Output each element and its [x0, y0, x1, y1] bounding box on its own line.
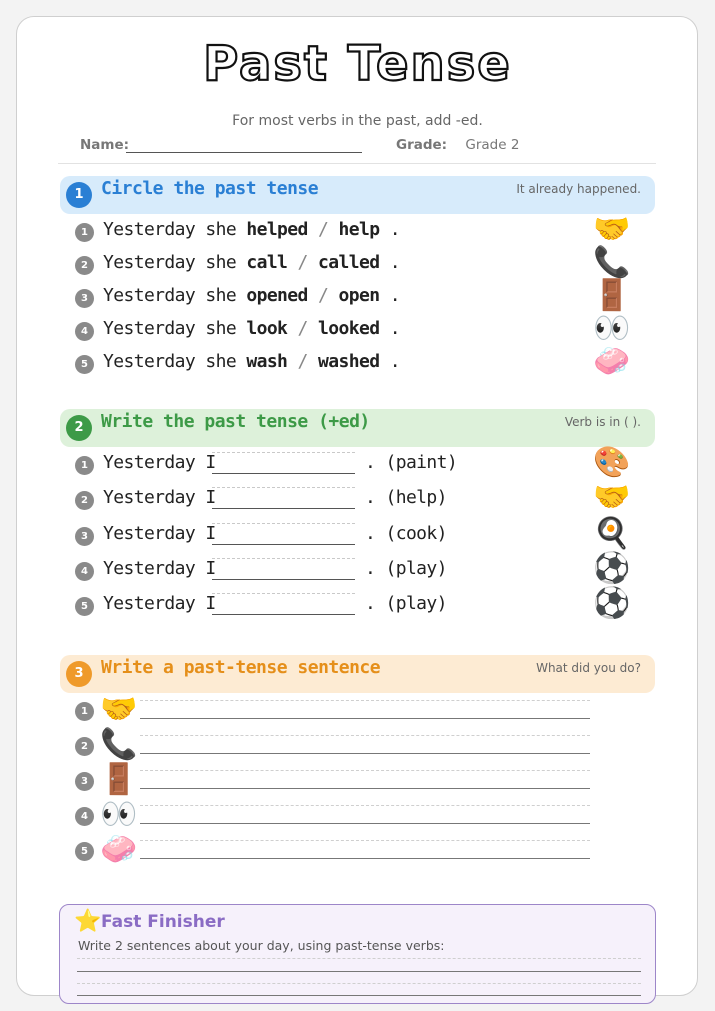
question-number: 1	[75, 223, 94, 242]
sentence-lead: Yesterday she	[103, 252, 237, 273]
name-line[interactable]	[126, 152, 362, 153]
section-number: 1	[66, 182, 92, 208]
question-number: 3	[75, 289, 94, 308]
soap-icon: 🧼	[100, 832, 138, 867]
choice-separator: /	[287, 351, 319, 372]
choice-b[interactable]: looked	[318, 318, 380, 339]
answer-blank[interactable]	[212, 523, 355, 545]
question-row	[75, 311, 635, 346]
answer-blank[interactable]	[212, 487, 355, 509]
writing-line[interactable]	[140, 753, 590, 754]
verb-hint: . (paint)	[365, 452, 458, 473]
door-icon: 🚪	[593, 278, 631, 313]
question-sentence	[103, 318, 400, 339]
choice-a[interactable]: call	[246, 252, 288, 273]
header-divider	[58, 163, 656, 164]
sentence-writing-row	[75, 834, 595, 870]
question-row	[75, 245, 635, 280]
question-sentence	[103, 285, 400, 306]
writing-line[interactable]	[77, 995, 641, 996]
section-title: Circle the past tense	[101, 178, 319, 199]
fill-in-row	[75, 445, 635, 480]
choice-a[interactable]: opened	[246, 285, 308, 306]
star-icon: ⭐	[74, 909, 102, 934]
question-number: 1	[75, 702, 94, 721]
question-row	[75, 344, 635, 379]
fill-in-row	[75, 586, 635, 621]
verb-hint: . (help)	[365, 487, 447, 508]
question-number: 5	[75, 597, 94, 616]
sentence-lead: Yesterday she	[103, 351, 237, 372]
writing-line[interactable]	[140, 823, 590, 824]
question-number: 1	[75, 456, 94, 475]
sentence-lead: Yesterday she	[103, 285, 237, 306]
verb-hint: . (play)	[365, 558, 447, 579]
fill-in-row	[75, 516, 635, 551]
phone-icon: 📞	[593, 245, 631, 280]
answer-blank[interactable]	[212, 452, 355, 474]
sentence-end: .	[389, 285, 400, 306]
writing-line[interactable]	[140, 718, 590, 719]
answer-blank[interactable]	[212, 593, 355, 615]
door-icon: 🚪	[100, 762, 138, 797]
sentence-writing-row	[75, 694, 595, 730]
choice-separator: /	[307, 285, 339, 306]
sentence-lead: Yesterday I	[103, 487, 216, 508]
section-number: 2	[66, 415, 92, 441]
handshake-icon: 🤝	[593, 480, 631, 515]
grade-label: Grade:	[396, 137, 448, 153]
soap-icon: 🧼	[593, 344, 631, 379]
finisher-instructions: Write 2 sentences about your day, using past-tense verbs:	[78, 938, 445, 953]
writing-guide-line[interactable]	[140, 735, 590, 736]
verb-hint: . (play)	[365, 593, 447, 614]
sentence-lead: Yesterday I	[103, 558, 216, 579]
section-note: It already happened.	[516, 182, 641, 196]
choice-separator: /	[287, 318, 319, 339]
section-title: Write the past tense (+ed)	[101, 411, 370, 432]
sentence-end: .	[389, 252, 400, 273]
writing-guide-line[interactable]	[140, 770, 590, 771]
section-3-header	[60, 655, 655, 693]
fill-in-row	[75, 551, 635, 586]
finisher-title: Fast Finisher	[101, 912, 225, 932]
sentence-lead: Yesterday I	[103, 452, 216, 473]
choice-a[interactable]: helped	[246, 219, 308, 240]
choice-separator: /	[307, 219, 339, 240]
question-number: 3	[75, 527, 94, 546]
choice-b[interactable]: called	[318, 252, 380, 273]
sentence-writing-row	[75, 799, 595, 835]
soccer-ball-icon: ⚽	[593, 551, 631, 586]
section-title: Write a past-tense sentence	[101, 657, 381, 678]
eyes-icon: 👀	[100, 797, 138, 832]
sentence-writing-row	[75, 764, 595, 800]
page-subtitle: For most verbs in the past, add -ed.	[232, 113, 483, 129]
sentence-lead: Yesterday I	[103, 593, 216, 614]
handshake-icon: 🤝	[593, 212, 631, 247]
section-number: 3	[66, 661, 92, 687]
section-1-header	[60, 176, 655, 214]
question-number: 2	[75, 256, 94, 275]
question-sentence	[103, 351, 400, 372]
sentence-end: .	[389, 351, 400, 372]
question-number: 4	[75, 322, 94, 341]
question-number: 3	[75, 772, 94, 791]
section-note: What did you do?	[536, 661, 641, 675]
question-sentence	[103, 219, 400, 240]
name-field[interactable]	[80, 137, 129, 153]
writing-guide-line[interactable]	[140, 805, 590, 806]
writing-line[interactable]	[77, 971, 641, 972]
frying-pan-icon: 🍳	[593, 516, 631, 551]
choice-a[interactable]: look	[246, 318, 288, 339]
writing-guide-line[interactable]	[140, 840, 590, 841]
question-number: 2	[75, 491, 94, 510]
section-note: Verb is in ( ).	[564, 415, 641, 429]
question-number: 4	[75, 562, 94, 581]
sentence-lead: Yesterday she	[103, 219, 237, 240]
writing-guide-line[interactable]	[77, 983, 641, 984]
fill-in-row	[75, 480, 635, 515]
writing-guide-line[interactable]	[140, 700, 590, 701]
grade-value: Grade 2	[465, 137, 520, 153]
choice-b[interactable]: help	[338, 219, 380, 240]
sentence-end: .	[389, 219, 400, 240]
handshake-icon: 🤝	[100, 692, 138, 727]
soccer-ball-icon: ⚽	[593, 586, 631, 621]
palette-icon: 🎨	[593, 445, 631, 480]
question-sentence	[103, 252, 400, 273]
grade-field	[396, 137, 519, 153]
writing-guide-line[interactable]	[77, 958, 641, 959]
page-title: Past Tense	[203, 36, 512, 92]
choice-a[interactable]: wash	[246, 351, 288, 372]
choice-b[interactable]: open	[338, 285, 380, 306]
verb-hint: . (cook)	[365, 523, 447, 544]
sentence-lead: Yesterday she	[103, 318, 237, 339]
phone-icon: 📞	[100, 727, 138, 762]
sentence-lead: Yesterday I	[103, 523, 216, 544]
question-row	[75, 212, 635, 247]
question-number: 4	[75, 807, 94, 826]
writing-line[interactable]	[140, 858, 590, 859]
name-label: Name:	[80, 137, 130, 153]
section-2-header	[60, 409, 655, 447]
sentence-end: .	[389, 318, 400, 339]
eyes-icon: 👀	[593, 311, 631, 346]
question-row	[75, 278, 635, 313]
choice-separator: /	[287, 252, 319, 273]
writing-line[interactable]	[140, 788, 590, 789]
answer-blank[interactable]	[212, 558, 355, 580]
question-number: 2	[75, 737, 94, 756]
choice-b[interactable]: washed	[318, 351, 380, 372]
question-number: 5	[75, 355, 94, 374]
fast-finisher-box	[59, 904, 656, 1004]
sentence-writing-row	[75, 729, 595, 765]
question-number: 5	[75, 842, 94, 861]
